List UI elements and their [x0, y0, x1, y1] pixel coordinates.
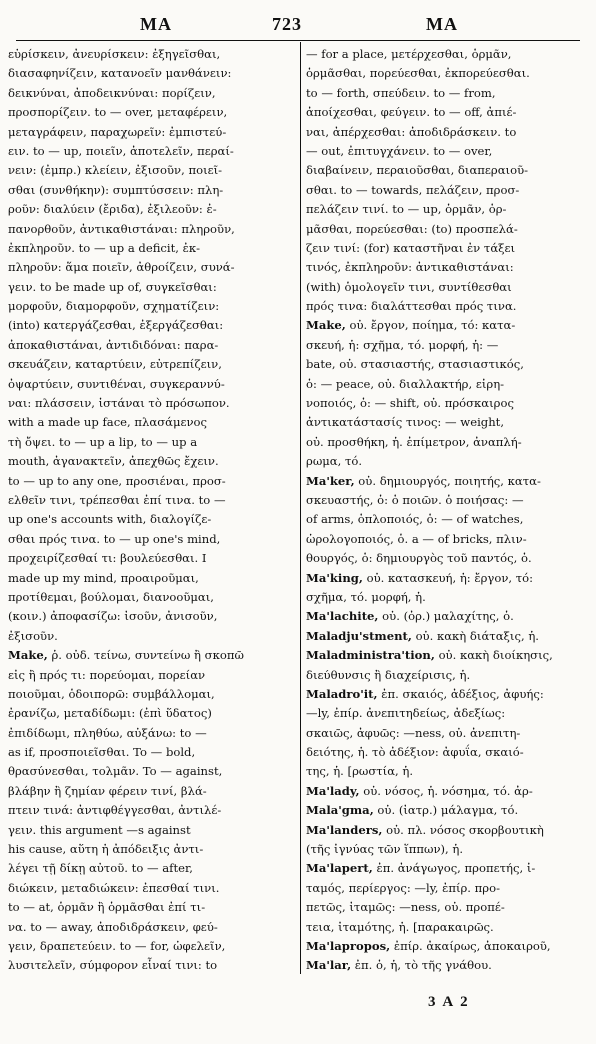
text-line: Ma'lady, οὐ. νόσος, ἡ. νόσημα, τό. ἀρ- [306, 783, 533, 798]
text-line: his cause, αὕτη ἡ ἀπόδειξις ἀντι- [8, 842, 204, 857]
text-line: ἀποκαθιστάναι, ἀντιδιδόναι: παρα- [8, 337, 219, 352]
text-line: ρωμα, τό. [306, 454, 363, 469]
text-line: νοποιός, ὁ: — shift, οὐ. πρόσκαιρος [306, 396, 514, 411]
text-line: Ma'lar, ἐπ. ὁ, ἡ, τὸ τῆς γνάθου. [306, 958, 492, 973]
text-line: Make, οὐ. ἔργον, ποίημα, τό: κατα- [306, 318, 516, 333]
text-line: Ma'lapropos, ἐπίρ. ἀκαίρως, ἀποκαιροῦ, [306, 938, 551, 953]
column-divider [300, 42, 301, 974]
text-line: ἐκπληροῦν. to — up a deficit, ἐκ- [8, 240, 201, 255]
text-line: σκευή, ἡ: σχῆμα, τό. μορφή, ἡ: — [306, 337, 499, 352]
text-line: πελάζειν τινί. to — up, ὁρμᾶν, ὁρ- [306, 202, 507, 217]
text-line: (τῆς ἰγνύας τῶν ἵππων), ἡ. [306, 842, 464, 857]
text-line: μεταγράφειν, παραχωρεῖν: ἐμπιστεύ- [8, 124, 227, 139]
text-line: σκαιῶς, ἀφυῶς: —ness, οὐ. ἀνεπιτη- [306, 725, 521, 740]
text-line: ποιοῦμαι, ὁδοιπορῶ: συμβάλλομαι, [8, 686, 215, 701]
text-line: (with) ὁμολογεῖν τινι, συντίθεσθαι [306, 279, 512, 294]
text-line: Ma'landers, οὐ. πλ. νόσος σκορβουτικὴ [306, 822, 544, 837]
right-column [306, 45, 590, 976]
text-line: γειν. this argument —s against [8, 822, 191, 837]
page-header [16, 14, 580, 38]
text-line: λυσιτελεῖν, σύμφορον εἶναί τινι: to [8, 958, 218, 973]
text-line: ταμός, περίεργος: —ly, ἐπίρ. προ- [306, 880, 501, 895]
text-line: Make, ῥ. οὐδ. τείνω, συντείνω ἢ σκοπῶ [8, 648, 244, 663]
printer-signature: 3 A 2 [428, 994, 470, 1010]
running-head-right: MA [426, 14, 458, 34]
text-line: διώκειν, μεταδιώκειν: ἐπεσθαί τινι. [8, 880, 220, 895]
text-line: Ma'lapert, ἐπ. ἀνάγωγος, προπετής, ἰ- [306, 861, 536, 876]
text-line: ὁρμᾶσθαι, πορεύεσθαι, ἐκπορεύεσθαι. [306, 66, 530, 81]
text-line: τὴ ὄψει. to — up a lip, to — up a [8, 434, 198, 449]
text-line: ροῦν: διαλύειν (ἔριδα), ἐξιλεοῦν: ἐ- [8, 202, 217, 217]
text-line: ζειν τινί: (for) καταστῆναι ἐν τάξει [306, 240, 516, 255]
text-line: Ma'lachite, οὐ. (ὀρ.) μαλαχίτης, ὁ. [306, 609, 514, 624]
text-line: — for a place, μετέρχεσθαι, ὁρμᾶν, [306, 47, 512, 61]
text-line: πληροῦν: ἅμα ποιεῖν, ἀθροίζειν, συνά- [8, 260, 235, 275]
text-line: ἐξισοῦν. [8, 628, 58, 643]
text-line: Ma'king, οὐ. κατασκευή, ἡ: ἔργον, τό: [306, 570, 534, 585]
text-line: σθαι. to — towards, πελάζειν, προσ- [306, 182, 520, 197]
text-line: γειν. to be made up of, συγκεῖσθαι: [8, 279, 217, 294]
text-line: (into) κατεργάζεσθαι, ἐξεργάζεσθαι: [8, 318, 224, 333]
text-line: σκευαστής, ὁ: ὁ ποιῶν. ὁ ποιήσας: — [306, 492, 524, 507]
text-line: προχειρίζεσθαί τι: βουλεύεσθαι. I [8, 551, 207, 566]
text-line: προσπορίζειν. to — over, μεταφέρειν, [8, 105, 228, 120]
text-line: πετῶς, ἰταμῶς: —ness, οὐ. προπέ- [306, 900, 505, 915]
text-line: σχῆμα, τό. μορφή, ἡ. [306, 589, 426, 604]
text-line: ναι, ἀπέρχεσθαι: ἀποδιδράσκειν. to [306, 124, 517, 139]
text-line: προτίθεμαι, βούλομαι, διανοοῦμαι, [8, 589, 214, 604]
text-line: ἐρανίζω, μεταδίδωμι: (ἐπὶ ὕδατος) [8, 706, 212, 721]
text-line: — out, ἐπιτυγχάνειν. to — over, [306, 143, 493, 158]
text-line: to — forth, σπεύδειν. to — from, [306, 85, 496, 100]
text-line: to — up to any one, προσιέναι, προσ- [8, 473, 226, 488]
text-line: λέγει τῇ δίκῃ αὐτοῦ. to — after, [8, 861, 193, 876]
page-number: 723 [272, 14, 302, 34]
text-line: σκευάζειν, καταρτύειν, εὐτρεπίζειν, [8, 357, 222, 372]
text-line: της, ἡ. [ρωστία, ἡ. [306, 764, 414, 779]
text-line: εἰς ἢ πρός τι: πορεύομαι, πορείαν [8, 667, 206, 682]
text-line: δειότης, ἡ. τὸ ἀδέξιον: ἀφυΐα, σκαιό- [306, 745, 524, 760]
running-head-left: MA [140, 14, 172, 34]
text-line: τινός, ἐκπληροῦν: ἀντικαθιστάναι: [306, 260, 514, 275]
text-line: Maladju'stment, οὐ. κακὴ διάταξις, ἡ. [306, 628, 539, 643]
text-line: τεια, ἰταμότης, ἡ. [παρακαιρῶς. [306, 919, 494, 934]
text-line: ελθεῖν τινι, τρέπεσθαι ἐπί τινα. to — [8, 492, 226, 507]
text-line: διαβαίνειν, περαιοῦσθαι, διαπεραιοῦ- [306, 163, 529, 178]
text-line: Maladro'it, ἐπ. σκαιός, ἀδέξιος, ἀφυής: [306, 686, 544, 701]
text-line: διεύθυνσις ἢ διαχείρισις, ἡ. [306, 667, 471, 682]
text-line: of arms, ὁπλοποιός, ὁ: — of watches, [306, 512, 524, 527]
text-line: να. to — away, ἀποδιδράσκειν, φεύ- [8, 919, 218, 934]
text-line: ειν. to — up, ποιεῖν, ἀποτελεῖν, περαί- [8, 143, 234, 158]
text-line: πανορθοῦν, ἀντικαθιστάναι: πληροῦν, [8, 221, 235, 236]
text-line: ἐπιδίδωμι, πληθύω, αὐξάνω: to — [8, 725, 207, 740]
text-line: up one's accounts with, διαλογίζε- [8, 512, 212, 527]
text-line: δεικνύναι, ἀποδεικνύναι: πορίζειν, [8, 85, 216, 100]
text-line: θουργός, ὁ: δημιουργὸς τοῦ παντός, ὁ. [306, 551, 532, 566]
text-line: —ly, ἐπίρ. ἀνεπιτηδείως, ἀδεξίως: [306, 706, 506, 721]
text-line: Mala'gma, οὐ. (ἰατρ.) μάλαγμα, τό. [306, 803, 519, 818]
text-line: διασαφηνίζειν, κατανοεῖν μανθάνειν: [8, 66, 232, 81]
text-line: to — at, ὁρμᾶν ἢ ὁρμᾶσθαι ἐπί τι- [8, 900, 206, 915]
text-line: πρός τινα: διαλάττεσθαι πρός τινα. [306, 299, 517, 314]
text-line: οὐ. προσθήκη, ἡ. ἐπίμετρον, ἀναπλή- [306, 434, 522, 449]
text-line: εὑρίσκειν, ἀνευρίσκειν: ἐξηγεῖσθαι, [8, 47, 221, 61]
text-line: μᾶσθαι, πορεύεσθαι: (to) προσπελά- [306, 221, 518, 236]
text-line: νειν: (ἐμπρ.) κλείειν, ἐξισοῦν, ποιεῖ- [8, 163, 223, 178]
text-line: ναι: πλάσσειν, ἱστάναι τὸ πρόσωπον. [8, 396, 230, 411]
text-line: Ma'ker, οὐ. δημιουργός, ποιητής, κατα- [306, 473, 541, 488]
text-line: ὁ: — peace, οὐ. διαλλακτήρ, εἰρη- [306, 376, 505, 391]
text-line: βλάβην ἢ ζημίαν φέρειν τινί, βλά- [8, 783, 207, 798]
text-line: bate, οὐ. στασιαστής, στασιαστικός, [306, 357, 524, 372]
text-line: ἀποίχεσθαι, φεύγειν. to — off, ἀπιέ- [306, 105, 517, 120]
text-line: μορφοῦν, διαμορφοῦν, σχηματίζειν: [8, 299, 220, 314]
text-line: with a made up face, πλασάμενος [8, 415, 208, 430]
text-line: ὀψαρτύειν, συντιθέναι, συγκεραννύ- [8, 376, 225, 391]
left-column [8, 45, 296, 976]
text-line: θρασύνεσθαι, τολμᾶν. To — against, [8, 764, 223, 779]
header-rule [16, 40, 580, 41]
text-line: mouth, ἀγανακτεῖν, ἀπεχθῶς ἔχειν. [8, 454, 219, 469]
text-line: as if, προσποιεῖσθαι. To — bold, [8, 745, 196, 760]
text-line: ἀντικατάστασίς τινος: — weight, [306, 415, 505, 430]
text-line: σθαι (συνθήκην): συμπτύσσειν: πλη- [8, 182, 224, 197]
text-line: πτειν τινά: ἀντιφθέγγεσθαι, ἀντιλέ- [8, 803, 222, 818]
text-line: Maladministra'tion, οὐ. κακὴ διοίκησις, [306, 648, 553, 663]
text-line: σθαι πρός τινα. to — up one's mind, [8, 531, 221, 546]
text-line: made up my mind, προαιροῦμαι, [8, 570, 199, 585]
text-line: (κοιν.) ἀποφασίζω: ἰσοῦν, ἀνισοῦν, [8, 609, 218, 624]
text-line: γειν, δραπετεύειν. to — for, ὠφελεῖν, [8, 938, 226, 953]
text-line: ὡρολογοποιός, ὁ. a — of bricks, πλιν- [306, 531, 527, 546]
